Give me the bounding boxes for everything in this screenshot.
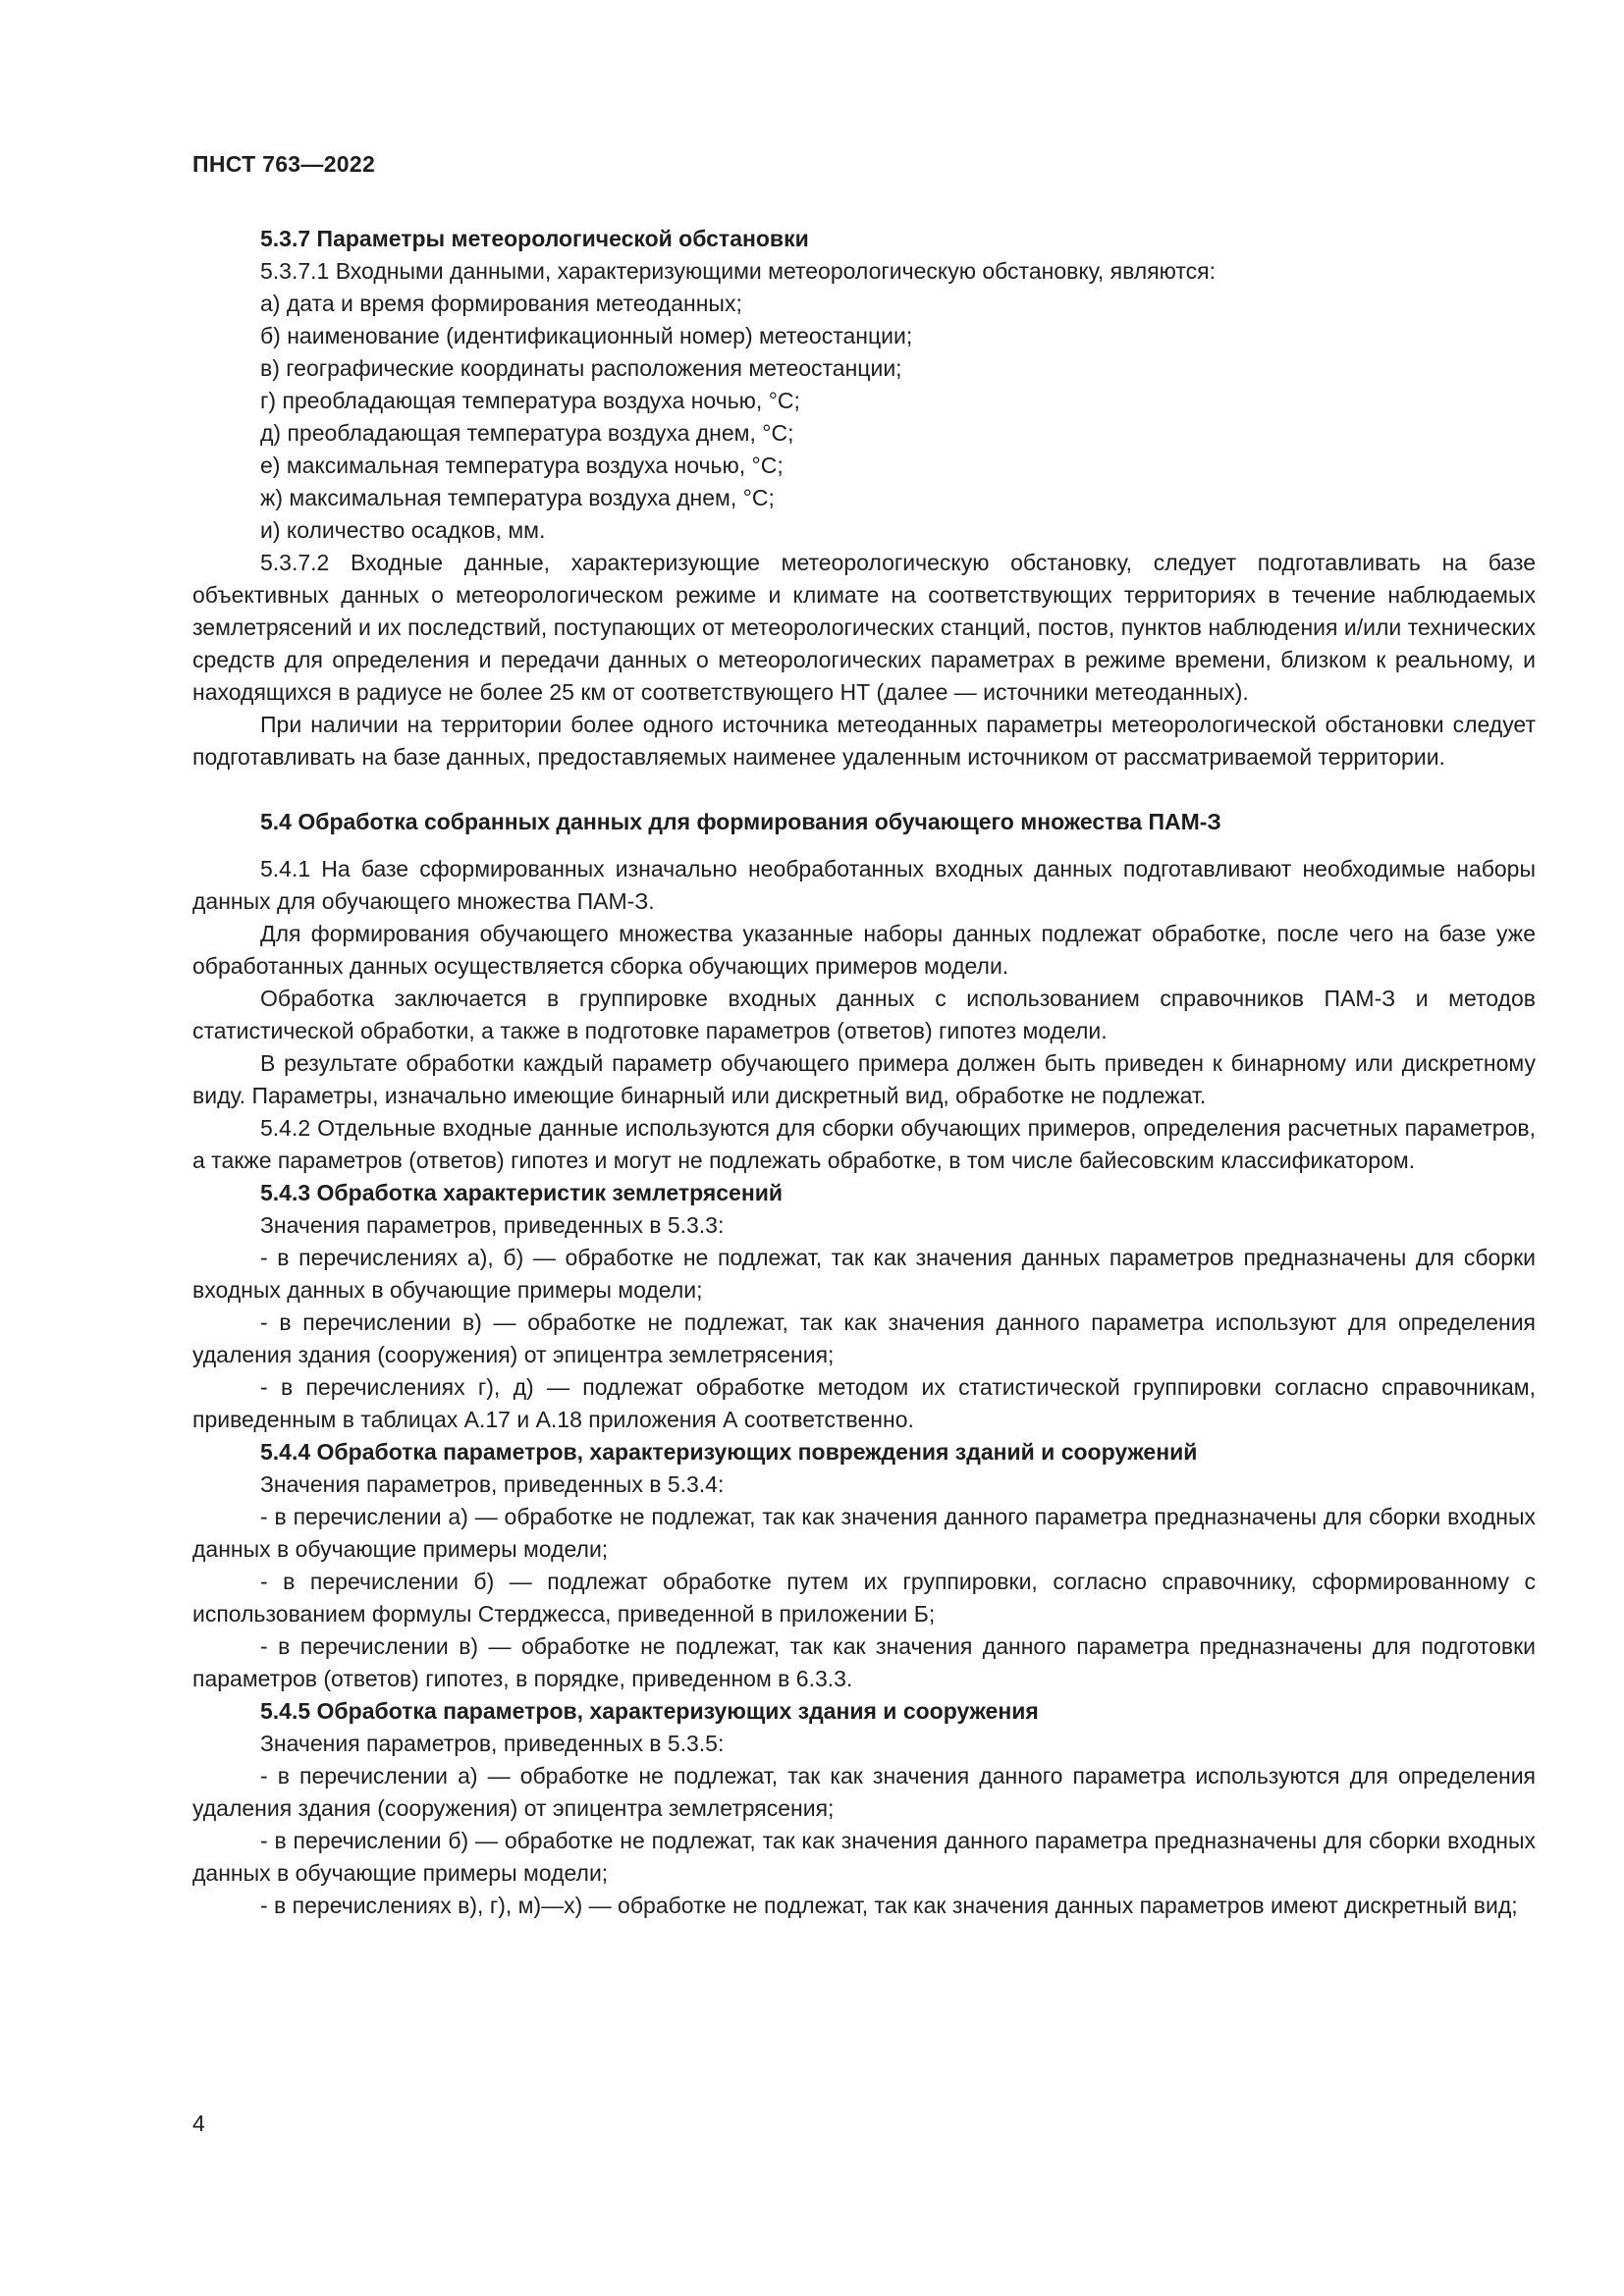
list-item: - в перечислении б) — обработке не подлежат, так как значения данного параметра предназначены для сборки входных данных в обучающие примеры модели; bbox=[192, 1828, 1536, 1886]
paragraph: Значения параметров, приведенных в 5.3.3: bbox=[260, 1212, 725, 1238]
paragraph: При наличии на территории более одного источника метеоданных параметры метеорологической обстановки следует подготавливать на базе данных, предоставляемых наименее удаленным источником от рассматриваемой территории. bbox=[192, 712, 1536, 770]
document-header: ПНСТ 763—2022 bbox=[192, 151, 376, 177]
paragraph: Значения параметров, приведенных в 5.3.5: bbox=[260, 1731, 725, 1756]
list-item: - в перечислениях г), д) — подлежат обработке методом их статистической группировки согласно справочникам, приведенным в таблицах А.17 и А.18 приложения А соответственно. bbox=[192, 1374, 1536, 1432]
list-item: и) количество осадков, мм. bbox=[260, 517, 546, 543]
list-item: - в перечислении б) — подлежат обработке путем их группировки, согласно справочнику, сформированному с использованием формулы Стерджесса, приведенной в приложении Б; bbox=[192, 1569, 1536, 1627]
section-heading-5-4-5: 5.4.5 Обработка параметров, характеризующих здания и сооружения bbox=[260, 1698, 1039, 1724]
list-item: а) дата и время формирования метеоданных; bbox=[260, 291, 742, 316]
list-item: г) преобладающая температура воздуха ночью, °C; bbox=[260, 388, 800, 413]
list-item: ж) максимальная температура воздуха днем, °C; bbox=[260, 485, 775, 510]
list-item: е) максимальная температура воздуха ночью, °C; bbox=[260, 453, 784, 478]
section-heading-5-4-4: 5.4.4 Обработка параметров, характеризующих повреждения зданий и сооружений bbox=[260, 1439, 1198, 1465]
list-item: - в перечислениях в), г), м)—х) — обработке не подлежат, так как значения данных параметров имеют дискретный вид; bbox=[260, 1893, 1518, 1918]
list-item: д) преобладающая температура воздуха днем, °C; bbox=[260, 420, 794, 446]
document-body bbox=[192, 223, 1536, 1922]
list-item: - в перечислении а) — обработке не подлежат, так как значения данного параметра предназначены для сборки входных данных в обучающие примеры модели; bbox=[192, 1504, 1536, 1562]
paragraph: Значения параметров, приведенных в 5.3.4: bbox=[260, 1471, 725, 1497]
paragraph: В результате обработки каждый параметр обучающего примера должен быть приведен к бинарному или дискретному виду. Параметры, изначально имеющие бинарный или дискретный вид, обработке не подлежат. bbox=[192, 1050, 1536, 1108]
paragraph-5-3-7-2: 5.3.7.2 Входные данные, характеризующие метеорологическую обстановку, следует подготавливать на базе объективных данных о метеорологическом режиме и климате на соответствующих территориях в течение наблюдаемых землетрясений и их последствий, поступающих от метеорологических станций, постов, пунктов наблюдения и/или технических средств для определения и передачи данных о метеорологических параметрах в режиме времени, близком к реальному, и находящихся в радиусе не более 25 км от соответствующего НТ (далее — источники метеоданных). bbox=[192, 550, 1536, 705]
list-item: - в перечислении а) — обработке не подлежат, так как значения данного параметра используются для определения удаления здания (сооружения) от эпицентра землетрясения; bbox=[192, 1763, 1536, 1821]
list-item: - в перечислении в) — обработке не подлежат, так как значения данного параметра используют для определения удаления здания (сооружения) от эпицентра землетрясения; bbox=[192, 1309, 1536, 1367]
list-item: - в перечислении в) — обработке не подлежат, так как значения данного параметра предназначены для подготовки параметров (ответов) гипотез, в порядке, приведенном в 6.3.3. bbox=[192, 1633, 1536, 1691]
paragraph-5-4-1: 5.4.1 На базе сформированных изначально необработанных входных данных подготавливают необходимые наборы данных для обучающего множества ПАМ-З. bbox=[192, 856, 1536, 914]
list-item: б) наименование (идентификационный номер) метеостанции; bbox=[260, 323, 913, 348]
paragraph-5-3-7-1: 5.3.7.1 Входными данными, характеризующими метеорологическую обстановку, являются: bbox=[260, 258, 1217, 284]
list-item: в) географические координаты расположения метеостанции; bbox=[260, 355, 902, 381]
paragraph: Для формирования обучающего множества указанные наборы данных подлежат обработке, после чего на базе уже обработанных данных осуществляется сборка обучающих примеров модели. bbox=[192, 921, 1536, 979]
section-heading-5-3-7: 5.3.7 Параметры метеорологической обстановки bbox=[260, 226, 809, 251]
section-heading-5-4: 5.4 Обработка собранных данных для формирования обучающего множества ПАМ-З bbox=[260, 809, 1221, 834]
paragraph: Обработка заключается в группировке входных данных с использованием справочников ПАМ-З и методов статистической обработки, а также в подготовке параметров (ответов) гипотез модели. bbox=[192, 986, 1536, 1043]
section-heading-5-4-3: 5.4.3 Обработка характеристик землетрясений bbox=[260, 1180, 784, 1205]
paragraph-5-4-2: 5.4.2 Отдельные входные данные используются для сборки обучающих примеров, определения расчетных параметров, а также параметров (ответов) гипотез и могут не подлежать обработке, в том числе байесовским классификатором. bbox=[192, 1115, 1536, 1173]
page-number: 4 bbox=[192, 2110, 205, 2136]
list-item: - в перечислениях а), б) — обработке не подлежат, так как значения данных параметров предназначены для сборки входных данных в обучающие примеры модели; bbox=[192, 1245, 1536, 1303]
